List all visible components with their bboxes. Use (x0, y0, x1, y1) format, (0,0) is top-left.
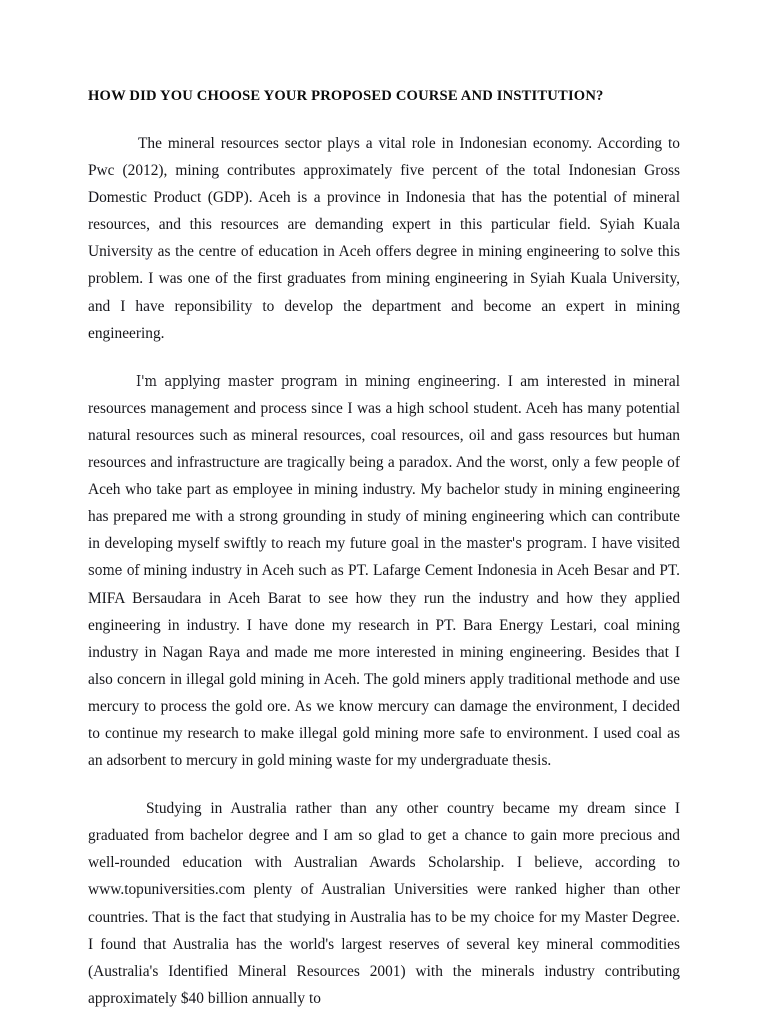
document-heading: HOW DID YOU CHOOSE YOUR PROPOSED COURSE AND INSTITUTION? (88, 88, 604, 104)
paragraph-2-segment-c: goal in the master's program. I have visited some of (88, 535, 680, 580)
paragraph-2-segment-d: mining industry in Aceh such as PT. Lafarge Cement Indonesia in Aceh Besar and PT. MIFA Bersaudara in Aceh Barat to see how they run the industry and how they applied engineering in industry. I have done my research in PT. Bara Energy Lestari, coal mining industry in Nagan Raya and made me more interested in mining engineering. Besides that I also concern in illegal gold mining in Aceh. The gold miners apply traditional methode and use mercury to process the gold ore. As we know mercury can damage the environment, I decided to continue my research to make illegal gold mining more safe to environment. I used coal as an adsorbent to mercury in gold mining waste for my undergraduate thesis. (88, 562, 680, 770)
paragraph-2 (88, 368, 680, 774)
paragraph-3: Studying in Australia rather than any other country became my dream since I graduated from bachelor degree and I am so glad to get a chance to gain more precious and well-rounded education with Australian Awards Scholarship. I believe, according to www.topuniversities.com plenty of Australian Universities were ranked higher than other countries. That is the fact that studying in Australia has to be my choice for my Master Degree. I found that Australia has the world's largest reserves of several key mineral commodities (Australia's Identified Mineral Resources 2001) with the minerals industry contributing approximately $40 billion annually to (88, 800, 680, 1007)
paragraph-2-segment-a: I'm applying master program in mining engineering. (136, 372, 501, 390)
paragraph-1: The mineral resources sector plays a vital role in Indonesian economy. According to Pwc (2012), mining contributes approximately five percent of the total Indonesian Gross Domestic Product (GDP). Aceh is a province in Indonesia that has the potential of mineral resources, and this resources are demanding expert in this particular field. Syiah Kuala University as the centre of education in Aceh offers degree in mining engineering to solve this problem. I was one of the first graduates from mining engineering in Syiah Kuala University, and I have reponsibility to develop the department and become an expert in mining engineering. (88, 135, 680, 342)
document-text-column (88, 86, 680, 1012)
paragraph-2-segment-b: I am interested in mineral resources management and process since I was a high school student. Aceh has many potential natural resources such as mineral resources, coal resources, oil and gass resources but human resources and infrastructure are tragically being a paradox. And the worst, only a few people of Aceh who take part as employee in mining industry. My bachelor study in mining engineering has prepared me with a strong grounding in study of mining engineering which can contribute in developing myself swiftly to reach my future (88, 372, 680, 553)
